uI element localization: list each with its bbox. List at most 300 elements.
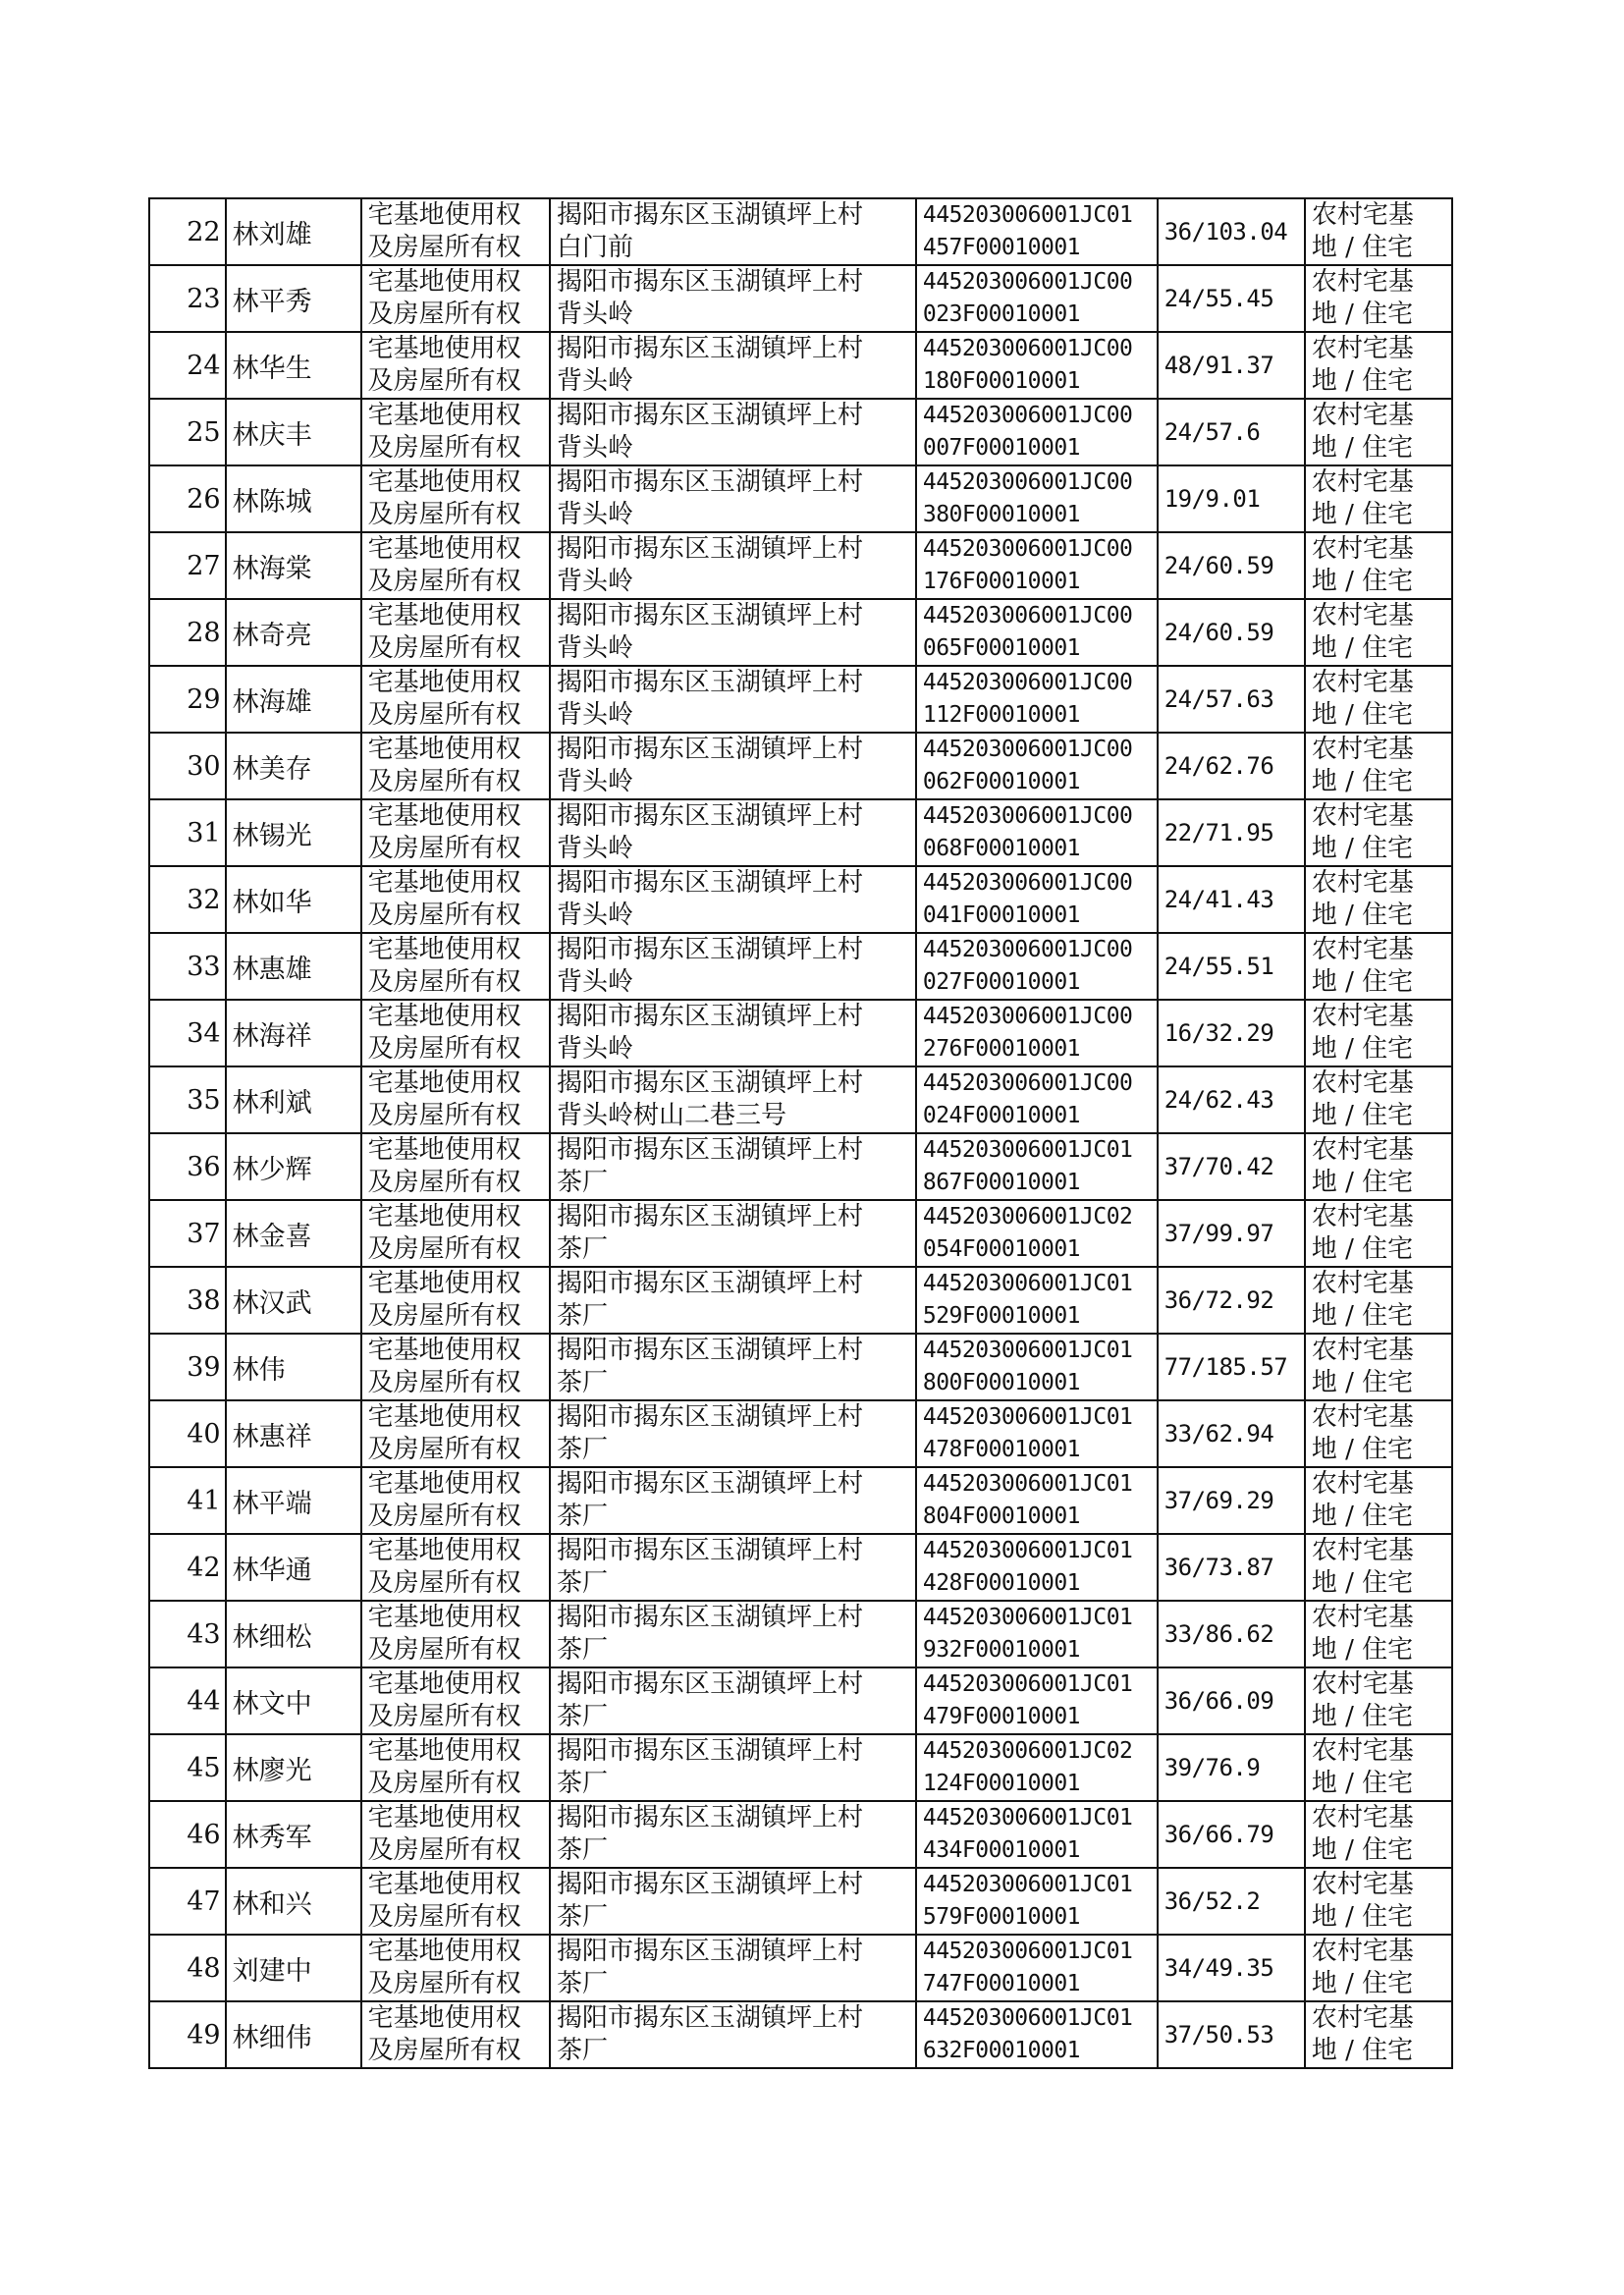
row-number-cell[interactable] bbox=[149, 1801, 226, 1868]
land-use-cell[interactable] bbox=[1305, 1267, 1452, 1334]
right-type-line-1: 宅基地使用权 bbox=[367, 334, 521, 363]
area-cell[interactable] bbox=[1158, 265, 1305, 332]
owner-name-cell[interactable] bbox=[226, 1267, 361, 1334]
address-cell[interactable] bbox=[550, 599, 916, 666]
right-type-cell[interactable] bbox=[361, 465, 550, 532]
address-cell[interactable] bbox=[550, 1133, 916, 1200]
right-type-cell[interactable] bbox=[361, 1000, 550, 1066]
area-cell[interactable] bbox=[1158, 933, 1305, 1000]
area-cell[interactable] bbox=[1158, 332, 1305, 399]
owner-name-cell[interactable] bbox=[226, 733, 361, 799]
address-line-1: 揭阳市揭东区玉湖镇坪上村 bbox=[557, 601, 864, 630]
row-number-cell[interactable] bbox=[149, 532, 226, 599]
area-value: 33/86.62 bbox=[1164, 1620, 1274, 1648]
address-cell[interactable] bbox=[550, 933, 916, 1000]
land-use-line-1: 农村宅基 bbox=[1311, 801, 1414, 831]
right-type-line-1: 宅基地使用权 bbox=[367, 668, 521, 697]
row-number: 40 bbox=[187, 1418, 221, 1449]
parcel-code-cell[interactable] bbox=[916, 933, 1158, 1000]
parcel-code-cell[interactable] bbox=[916, 1601, 1158, 1667]
address-line-1: 揭阳市揭东区玉湖镇坪上村 bbox=[557, 1002, 864, 1031]
address-line-2: 茶厂 bbox=[557, 1835, 609, 1865]
address-line-2: 背头岭 bbox=[557, 767, 634, 796]
address-cell[interactable] bbox=[550, 198, 916, 265]
address-cell[interactable] bbox=[550, 1000, 916, 1066]
address-line-1: 揭阳市揭东区玉湖镇坪上村 bbox=[557, 534, 864, 564]
parcel-code-cell[interactable] bbox=[916, 532, 1158, 599]
parcel-code-line-2: 065F00010001 bbox=[922, 635, 1081, 661]
table-row bbox=[149, 399, 1452, 465]
owner-name-cell[interactable] bbox=[226, 1066, 361, 1133]
area-cell[interactable] bbox=[1158, 1133, 1305, 1200]
address-line-2: 茶厂 bbox=[557, 1902, 609, 1932]
parcel-code-line-1: 445203006001JC00 bbox=[922, 937, 1133, 962]
area-cell[interactable] bbox=[1158, 532, 1305, 599]
land-use-cell[interactable] bbox=[1305, 1601, 1452, 1667]
parcel-code-line-2: 062F00010001 bbox=[922, 769, 1081, 794]
right-type-cell[interactable] bbox=[361, 1267, 550, 1334]
area-value: 36/73.87 bbox=[1164, 1554, 1274, 1581]
land-use-line-1: 农村宅基 bbox=[1311, 1870, 1414, 1899]
right-type-cell[interactable] bbox=[361, 1467, 550, 1534]
land-use-line-2: 地 / 住宅 bbox=[1311, 300, 1414, 329]
parcel-code-cell[interactable] bbox=[916, 733, 1158, 799]
land-use-cell[interactable] bbox=[1305, 198, 1452, 265]
table-row bbox=[149, 1801, 1452, 1868]
area-value: 36/66.09 bbox=[1164, 1687, 1274, 1715]
right-type-cell[interactable] bbox=[361, 599, 550, 666]
row-number-cell[interactable] bbox=[149, 332, 226, 399]
land-use-line-2: 地 / 住宅 bbox=[1311, 967, 1414, 997]
owner-name: 林惠雄 bbox=[232, 954, 312, 985]
row-number-cell[interactable] bbox=[149, 799, 226, 866]
owner-name-cell[interactable] bbox=[226, 1000, 361, 1066]
address-line-1: 揭阳市揭东区玉湖镇坪上村 bbox=[557, 1870, 864, 1899]
parcel-code-line-2: 457F00010001 bbox=[922, 235, 1081, 260]
parcel-code-line-2: 479F00010001 bbox=[922, 1704, 1081, 1729]
row-number-cell[interactable] bbox=[149, 1667, 226, 1734]
land-use-line-1: 农村宅基 bbox=[1311, 401, 1414, 430]
land-use-cell[interactable] bbox=[1305, 1801, 1452, 1868]
right-type-cell[interactable] bbox=[361, 1133, 550, 1200]
parcel-code-line-1: 445203006001JC00 bbox=[922, 403, 1133, 428]
land-use-line-1: 农村宅基 bbox=[1311, 334, 1414, 363]
parcel-code-cell[interactable] bbox=[916, 1935, 1158, 2001]
owner-name-cell[interactable] bbox=[226, 1467, 361, 1534]
address-cell[interactable] bbox=[550, 1868, 916, 1935]
owner-name-cell[interactable] bbox=[226, 198, 361, 265]
parcel-code-cell[interactable] bbox=[916, 1400, 1158, 1467]
row-number: 30 bbox=[187, 750, 221, 782]
right-type-line-2: 及房屋所有权 bbox=[367, 1435, 521, 1464]
parcel-code-line-2: 579F00010001 bbox=[922, 1904, 1081, 1930]
area-cell[interactable] bbox=[1158, 1868, 1305, 1935]
address-cell[interactable] bbox=[550, 1467, 916, 1534]
parcel-code-cell[interactable] bbox=[916, 1667, 1158, 1734]
land-use-cell[interactable] bbox=[1305, 1868, 1452, 1935]
area-cell[interactable] bbox=[1158, 1601, 1305, 1667]
right-type-line-1: 宅基地使用权 bbox=[367, 2003, 521, 2033]
owner-name: 林庆丰 bbox=[232, 419, 312, 451]
right-type-cell[interactable] bbox=[361, 1334, 550, 1400]
land-use-line-2: 地 / 住宅 bbox=[1311, 1368, 1414, 1397]
parcel-code-cell[interactable] bbox=[916, 666, 1158, 733]
owner-name-cell[interactable] bbox=[226, 1868, 361, 1935]
right-type-line-1: 宅基地使用权 bbox=[367, 1669, 521, 1699]
land-use-cell[interactable] bbox=[1305, 1667, 1452, 1734]
parcel-code-cell[interactable] bbox=[916, 399, 1158, 465]
area-cell[interactable] bbox=[1158, 1734, 1305, 1801]
parcel-code-line-2: 027F00010001 bbox=[922, 969, 1081, 995]
owner-name: 林如华 bbox=[232, 887, 312, 918]
address-cell[interactable] bbox=[550, 332, 916, 399]
land-use-cell[interactable] bbox=[1305, 1066, 1452, 1133]
right-type-line-2: 及房屋所有权 bbox=[367, 300, 521, 329]
table-row bbox=[149, 1601, 1452, 1667]
table-row bbox=[149, 599, 1452, 666]
owner-name-cell[interactable] bbox=[226, 799, 361, 866]
right-type-line-2: 及房屋所有权 bbox=[367, 1168, 521, 1197]
owner-name: 林金喜 bbox=[232, 1221, 312, 1252]
owner-name-cell[interactable] bbox=[226, 1334, 361, 1400]
row-number-cell[interactable] bbox=[149, 198, 226, 265]
address-cell[interactable] bbox=[550, 1267, 916, 1334]
owner-name-cell[interactable] bbox=[226, 332, 361, 399]
parcel-code-cell[interactable] bbox=[916, 332, 1158, 399]
row-number-cell[interactable] bbox=[149, 1734, 226, 1801]
owner-name-cell[interactable] bbox=[226, 1133, 361, 1200]
right-type-cell[interactable] bbox=[361, 666, 550, 733]
parcel-code-cell[interactable] bbox=[916, 1868, 1158, 1935]
address-cell[interactable] bbox=[550, 866, 916, 933]
right-type-cell[interactable] bbox=[361, 1601, 550, 1667]
land-use-line-2: 地 / 住宅 bbox=[1311, 1568, 1414, 1598]
row-number-cell[interactable] bbox=[149, 1133, 226, 1200]
parcel-code-line-1: 445203006001JC01 bbox=[922, 1872, 1133, 1897]
area-cell[interactable] bbox=[1158, 399, 1305, 465]
parcel-code-cell[interactable] bbox=[916, 1133, 1158, 1200]
parcel-code-cell[interactable] bbox=[916, 866, 1158, 933]
right-type-cell[interactable] bbox=[361, 1534, 550, 1601]
parcel-code-cell[interactable] bbox=[916, 2001, 1158, 2068]
land-use-line-1: 农村宅基 bbox=[1311, 868, 1414, 898]
right-type-cell[interactable] bbox=[361, 933, 550, 1000]
area-cell[interactable] bbox=[1158, 1935, 1305, 2001]
row-number-cell[interactable] bbox=[149, 1935, 226, 2001]
land-use-cell[interactable] bbox=[1305, 1133, 1452, 1200]
parcel-code-cell[interactable] bbox=[916, 1267, 1158, 1334]
right-type-cell[interactable] bbox=[361, 799, 550, 866]
row-number-cell[interactable] bbox=[149, 1400, 226, 1467]
address-cell[interactable] bbox=[550, 666, 916, 733]
parcel-code-line-1: 445203006001JC01 bbox=[922, 1939, 1133, 1964]
right-type-line-2: 及房屋所有权 bbox=[367, 500, 521, 529]
address-line-1: 揭阳市揭东区玉湖镇坪上村 bbox=[557, 1336, 864, 1365]
row-number-cell[interactable] bbox=[149, 1868, 226, 1935]
land-use-cell[interactable] bbox=[1305, 1467, 1452, 1534]
owner-name-cell[interactable] bbox=[226, 933, 361, 1000]
row-number: 34 bbox=[187, 1017, 221, 1049]
land-use-line-2: 地 / 住宅 bbox=[1311, 2036, 1414, 2065]
area-cell[interactable] bbox=[1158, 733, 1305, 799]
right-type-cell[interactable] bbox=[361, 399, 550, 465]
parcel-code-cell[interactable] bbox=[916, 599, 1158, 666]
land-use-cell[interactable] bbox=[1305, 265, 1452, 332]
land-use-cell[interactable] bbox=[1305, 866, 1452, 933]
address-cell[interactable] bbox=[550, 465, 916, 532]
address-line-2: 茶厂 bbox=[557, 1502, 609, 1531]
parcel-code-cell[interactable] bbox=[916, 1801, 1158, 1868]
parcel-code-line-2: 428F00010001 bbox=[922, 1570, 1081, 1596]
parcel-code-cell[interactable] bbox=[916, 1200, 1158, 1267]
owner-name-cell[interactable] bbox=[226, 1801, 361, 1868]
parcel-code-cell[interactable] bbox=[916, 1066, 1158, 1133]
parcel-code-line-1: 445203006001JC00 bbox=[922, 803, 1133, 829]
land-use-cell[interactable] bbox=[1305, 1734, 1452, 1801]
land-use-line-1: 农村宅基 bbox=[1311, 735, 1414, 764]
land-use-line-2: 地 / 住宅 bbox=[1311, 1702, 1414, 1731]
parcel-code-cell[interactable] bbox=[916, 1334, 1158, 1400]
area-cell[interactable] bbox=[1158, 1066, 1305, 1133]
right-type-cell[interactable] bbox=[361, 198, 550, 265]
address-cell[interactable] bbox=[550, 1334, 916, 1400]
right-type-line-1: 宅基地使用权 bbox=[367, 1937, 521, 1966]
right-type-cell[interactable] bbox=[361, 1667, 550, 1734]
land-use-cell[interactable] bbox=[1305, 1200, 1452, 1267]
parcel-code-line-2: 176F00010001 bbox=[922, 569, 1081, 594]
address-cell[interactable] bbox=[550, 1601, 916, 1667]
right-type-line-1: 宅基地使用权 bbox=[367, 1135, 521, 1165]
owner-name-cell[interactable] bbox=[226, 2001, 361, 2068]
area-cell[interactable] bbox=[1158, 799, 1305, 866]
right-type-cell[interactable] bbox=[361, 1801, 550, 1868]
row-number-cell[interactable] bbox=[149, 666, 226, 733]
owner-name: 林华生 bbox=[232, 353, 312, 384]
owner-name-cell[interactable] bbox=[226, 1400, 361, 1467]
address-cell[interactable] bbox=[550, 1801, 916, 1868]
row-number-cell[interactable] bbox=[149, 265, 226, 332]
parcel-code-line-2: 867F00010001 bbox=[922, 1170, 1081, 1195]
right-type-cell[interactable] bbox=[361, 866, 550, 933]
owner-name: 刘建中 bbox=[232, 1955, 312, 1987]
parcel-code-cell[interactable] bbox=[916, 198, 1158, 265]
land-use-cell[interactable] bbox=[1305, 399, 1452, 465]
owner-name: 林刘雄 bbox=[232, 219, 312, 250]
area-cell[interactable] bbox=[1158, 1467, 1305, 1534]
address-cell[interactable] bbox=[550, 1200, 916, 1267]
land-use-line-1: 农村宅基 bbox=[1311, 1603, 1414, 1632]
row-number: 38 bbox=[187, 1284, 221, 1316]
owner-name-cell[interactable] bbox=[226, 1200, 361, 1267]
right-type-cell[interactable] bbox=[361, 1400, 550, 1467]
address-line-1: 揭阳市揭东区玉湖镇坪上村 bbox=[557, 868, 864, 898]
land-use-line-1: 农村宅基 bbox=[1311, 467, 1414, 497]
area-cell[interactable] bbox=[1158, 198, 1305, 265]
right-type-line-2: 及房屋所有权 bbox=[367, 834, 521, 863]
address-cell[interactable] bbox=[550, 1534, 916, 1601]
row-number-cell[interactable] bbox=[149, 2001, 226, 2068]
parcel-code-line-2: 529F00010001 bbox=[922, 1303, 1081, 1329]
address-line-1: 揭阳市揭东区玉湖镇坪上村 bbox=[557, 935, 864, 964]
owner-name: 林惠祥 bbox=[232, 1421, 312, 1452]
table-row bbox=[149, 866, 1452, 933]
area-cell[interactable] bbox=[1158, 1200, 1305, 1267]
right-type-cell[interactable] bbox=[361, 1066, 550, 1133]
land-use-cell[interactable] bbox=[1305, 1334, 1452, 1400]
address-line-1: 揭阳市揭东区玉湖镇坪上村 bbox=[557, 735, 864, 764]
row-number-cell[interactable] bbox=[149, 1601, 226, 1667]
parcel-code-line-1: 445203006001JC00 bbox=[922, 603, 1133, 628]
address-line-1: 揭阳市揭东区玉湖镇坪上村 bbox=[557, 2003, 864, 2033]
owner-name-cell[interactable] bbox=[226, 1734, 361, 1801]
row-number-cell[interactable] bbox=[149, 1467, 226, 1534]
right-type-cell[interactable] bbox=[361, 265, 550, 332]
parcel-code-cell[interactable] bbox=[916, 265, 1158, 332]
parcel-code-cell[interactable] bbox=[916, 1467, 1158, 1534]
area-cell[interactable] bbox=[1158, 1534, 1305, 1601]
owner-name-cell[interactable] bbox=[226, 532, 361, 599]
address-cell[interactable] bbox=[550, 1400, 916, 1467]
parcel-code-line-2: 024F00010001 bbox=[922, 1103, 1081, 1128]
right-type-line-1: 宅基地使用权 bbox=[367, 1536, 521, 1565]
parcel-code-cell[interactable] bbox=[916, 799, 1158, 866]
area-cell[interactable] bbox=[1158, 1267, 1305, 1334]
owner-name-cell[interactable] bbox=[226, 666, 361, 733]
right-type-cell[interactable] bbox=[361, 1935, 550, 2001]
row-number-cell[interactable] bbox=[149, 1066, 226, 1133]
parcel-code-line-2: 068F00010001 bbox=[922, 836, 1081, 861]
address-cell[interactable] bbox=[550, 532, 916, 599]
owner-name-cell[interactable] bbox=[226, 399, 361, 465]
address-cell[interactable] bbox=[550, 1734, 916, 1801]
row-number-cell[interactable] bbox=[149, 933, 226, 1000]
row-number-cell[interactable] bbox=[149, 1000, 226, 1066]
land-use-cell[interactable] bbox=[1305, 465, 1452, 532]
area-cell[interactable] bbox=[1158, 2001, 1305, 2068]
row-number: 32 bbox=[187, 884, 221, 915]
right-type-line-1: 宅基地使用权 bbox=[367, 1803, 521, 1832]
right-type-cell[interactable] bbox=[361, 532, 550, 599]
address-cell[interactable] bbox=[550, 265, 916, 332]
table-row bbox=[149, 465, 1452, 532]
row-number-cell[interactable] bbox=[149, 1267, 226, 1334]
right-type-line-1: 宅基地使用权 bbox=[367, 1603, 521, 1632]
address-cell[interactable] bbox=[550, 2001, 916, 2068]
address-line-1: 揭阳市揭东区玉湖镇坪上村 bbox=[557, 200, 864, 230]
land-use-cell[interactable] bbox=[1305, 1000, 1452, 1066]
land-use-cell[interactable] bbox=[1305, 1400, 1452, 1467]
address-line-1: 揭阳市揭东区玉湖镇坪上村 bbox=[557, 1068, 864, 1098]
owner-name-cell[interactable] bbox=[226, 1935, 361, 2001]
land-use-cell[interactable] bbox=[1305, 332, 1452, 399]
right-type-cell[interactable] bbox=[361, 2001, 550, 2068]
row-number-cell[interactable] bbox=[149, 399, 226, 465]
area-cell[interactable] bbox=[1158, 1334, 1305, 1400]
owner-name-cell[interactable] bbox=[226, 1534, 361, 1601]
land-use-cell[interactable] bbox=[1305, 933, 1452, 1000]
area-cell[interactable] bbox=[1158, 666, 1305, 733]
row-number-cell[interactable] bbox=[149, 599, 226, 666]
land-use-cell[interactable] bbox=[1305, 666, 1452, 733]
area-cell[interactable] bbox=[1158, 599, 1305, 666]
land-use-cell[interactable] bbox=[1305, 599, 1452, 666]
parcel-code-line-1: 445203006001JC01 bbox=[922, 1271, 1133, 1296]
address-line-2: 白门前 bbox=[557, 233, 634, 262]
right-type-line-2: 及房屋所有权 bbox=[367, 700, 521, 730]
parcel-code-cell[interactable] bbox=[916, 1534, 1158, 1601]
row-number: 28 bbox=[187, 617, 221, 648]
area-cell[interactable] bbox=[1158, 465, 1305, 532]
parcel-code-cell[interactable] bbox=[916, 1734, 1158, 1801]
land-use-cell[interactable] bbox=[1305, 1935, 1452, 2001]
parcel-code-line-1: 445203006001JC00 bbox=[922, 269, 1133, 295]
area-cell[interactable] bbox=[1158, 1400, 1305, 1467]
land-use-cell[interactable] bbox=[1305, 799, 1452, 866]
address-cell[interactable] bbox=[550, 399, 916, 465]
parcel-code-cell[interactable] bbox=[916, 465, 1158, 532]
parcel-code-line-1: 445203006001JC01 bbox=[922, 1338, 1133, 1363]
owner-name: 林海棠 bbox=[232, 553, 312, 584]
land-use-cell[interactable] bbox=[1305, 733, 1452, 799]
right-type-line-2: 及房屋所有权 bbox=[367, 633, 521, 663]
owner-name: 林少辉 bbox=[232, 1154, 312, 1185]
right-type-cell[interactable] bbox=[361, 332, 550, 399]
owner-name-cell[interactable] bbox=[226, 265, 361, 332]
right-type-cell[interactable] bbox=[361, 1868, 550, 1935]
parcel-code-line-1: 445203006001JC01 bbox=[922, 1137, 1133, 1163]
address-line-2: 背头岭 bbox=[557, 633, 634, 663]
owner-name-cell[interactable] bbox=[226, 465, 361, 532]
address-cell[interactable] bbox=[550, 1935, 916, 2001]
area-cell[interactable] bbox=[1158, 1801, 1305, 1868]
right-type-cell[interactable] bbox=[361, 733, 550, 799]
owner-name-cell[interactable] bbox=[226, 866, 361, 933]
address-cell[interactable] bbox=[550, 799, 916, 866]
area-cell[interactable] bbox=[1158, 866, 1305, 933]
owner-name-cell[interactable] bbox=[226, 1667, 361, 1734]
parcel-code-cell[interactable] bbox=[916, 1000, 1158, 1066]
right-type-cell[interactable] bbox=[361, 1200, 550, 1267]
row-number-cell[interactable] bbox=[149, 1534, 226, 1601]
land-use-line-1: 农村宅基 bbox=[1311, 1469, 1414, 1499]
land-use-line-2: 地 / 住宅 bbox=[1311, 1234, 1414, 1264]
land-use-cell[interactable] bbox=[1305, 2001, 1452, 2068]
parcel-code-line-2: 804F00010001 bbox=[922, 1503, 1081, 1529]
right-type-cell[interactable] bbox=[361, 1734, 550, 1801]
land-use-cell[interactable] bbox=[1305, 1534, 1452, 1601]
row-number-cell[interactable] bbox=[149, 465, 226, 532]
address-line-1: 揭阳市揭东区玉湖镇坪上村 bbox=[557, 1469, 864, 1499]
address-cell[interactable] bbox=[550, 1667, 916, 1734]
owner-name-cell[interactable] bbox=[226, 599, 361, 666]
row-number-cell[interactable] bbox=[149, 866, 226, 933]
owner-name: 林平端 bbox=[232, 1488, 312, 1519]
row-number-cell[interactable] bbox=[149, 1334, 226, 1400]
land-use-line-1: 农村宅基 bbox=[1311, 2003, 1414, 2033]
address-cell[interactable] bbox=[550, 733, 916, 799]
address-line-1: 揭阳市揭东区玉湖镇坪上村 bbox=[557, 401, 864, 430]
row-number-cell[interactable] bbox=[149, 733, 226, 799]
address-cell[interactable] bbox=[550, 1066, 916, 1133]
row-number-cell[interactable] bbox=[149, 1200, 226, 1267]
land-use-cell[interactable] bbox=[1305, 532, 1452, 599]
owner-name-cell[interactable] bbox=[226, 1601, 361, 1667]
area-cell[interactable] bbox=[1158, 1000, 1305, 1066]
address-line-1: 揭阳市揭东区玉湖镇坪上村 bbox=[557, 1536, 864, 1565]
area-cell[interactable] bbox=[1158, 1667, 1305, 1734]
right-type-line-2: 及房屋所有权 bbox=[367, 1902, 521, 1932]
address-line-1: 揭阳市揭东区玉湖镇坪上村 bbox=[557, 1269, 864, 1298]
